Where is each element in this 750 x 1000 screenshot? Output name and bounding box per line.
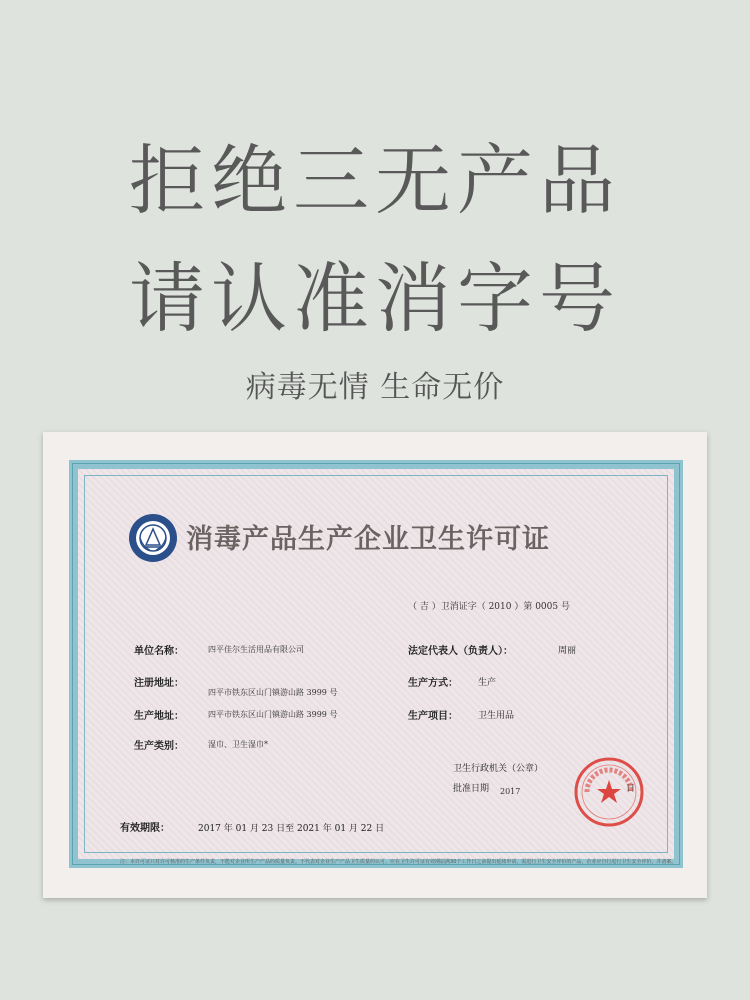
production-mode-label: 生产方式： <box>408 678 458 689</box>
certificate-frame <box>69 460 683 868</box>
validity-label: 有效期限： <box>120 823 170 834</box>
prod-item-label: 生产项目： <box>408 711 458 722</box>
prod-category-value: 湿巾、卫生湿巾* <box>208 740 268 749</box>
legal-rep-value: 周丽 <box>558 646 577 656</box>
approval-year: 2017 <box>500 787 521 796</box>
certificate-serial-number: （ 吉 ）卫消证字（ 2010 ）第 0005 号 <box>408 602 570 612</box>
prod-address-value: 四平市铁东区山门镇游山路 3999 号 <box>208 710 338 719</box>
approval-date-label: 批准日期 <box>453 784 490 794</box>
official-seal-stamp <box>573 756 645 828</box>
reg-address-value: 四平市铁东区山门镇游山路 3999 号 <box>208 688 338 697</box>
prod-category-label: 生产类别： <box>134 741 184 752</box>
certificate-title: 消毒产品生产企业卫生许可证 <box>186 524 550 555</box>
unit-name-value: 四平佳尔生活用品有限公司 <box>208 645 304 654</box>
certificate-notice: 注：本许可证只对许可核准的生产条件负责，不能对企业所生产产品的质量负责。不代表对企业生产产品卫生质量的认可。应在卫生许可证有效期届满30个工作日之前提出延续申请，需进行卫生安全评价的产品，企业应自行进行卫生安全评价，并备案。 <box>120 859 677 865</box>
authority-label: 卫生行政机关（公章） <box>453 764 544 774</box>
approval-day-suffix: 日 <box>626 784 636 794</box>
health-emblem-icon <box>128 513 178 563</box>
validity-value: 2017 年 01 月 23 日至 2021 年 01 月 22 日 <box>198 824 385 834</box>
prod-address-label: 生产地址： <box>134 711 184 722</box>
certificate-document <box>43 432 707 898</box>
headline-line-2: 请认准消字号 <box>129 254 621 343</box>
unit-name-label: 单位名称： <box>134 646 184 657</box>
subtitle: 病毒无情 生命无价 <box>245 370 505 405</box>
prod-item-value: 卫生用品 <box>478 711 515 721</box>
production-mode-value: 生产 <box>478 678 497 688</box>
legal-rep-label: 法定代表人（负责人）： <box>408 646 513 657</box>
headline-line-1: 拒绝三无产品 <box>129 136 621 225</box>
reg-address-label: 注册地址： <box>134 678 184 689</box>
